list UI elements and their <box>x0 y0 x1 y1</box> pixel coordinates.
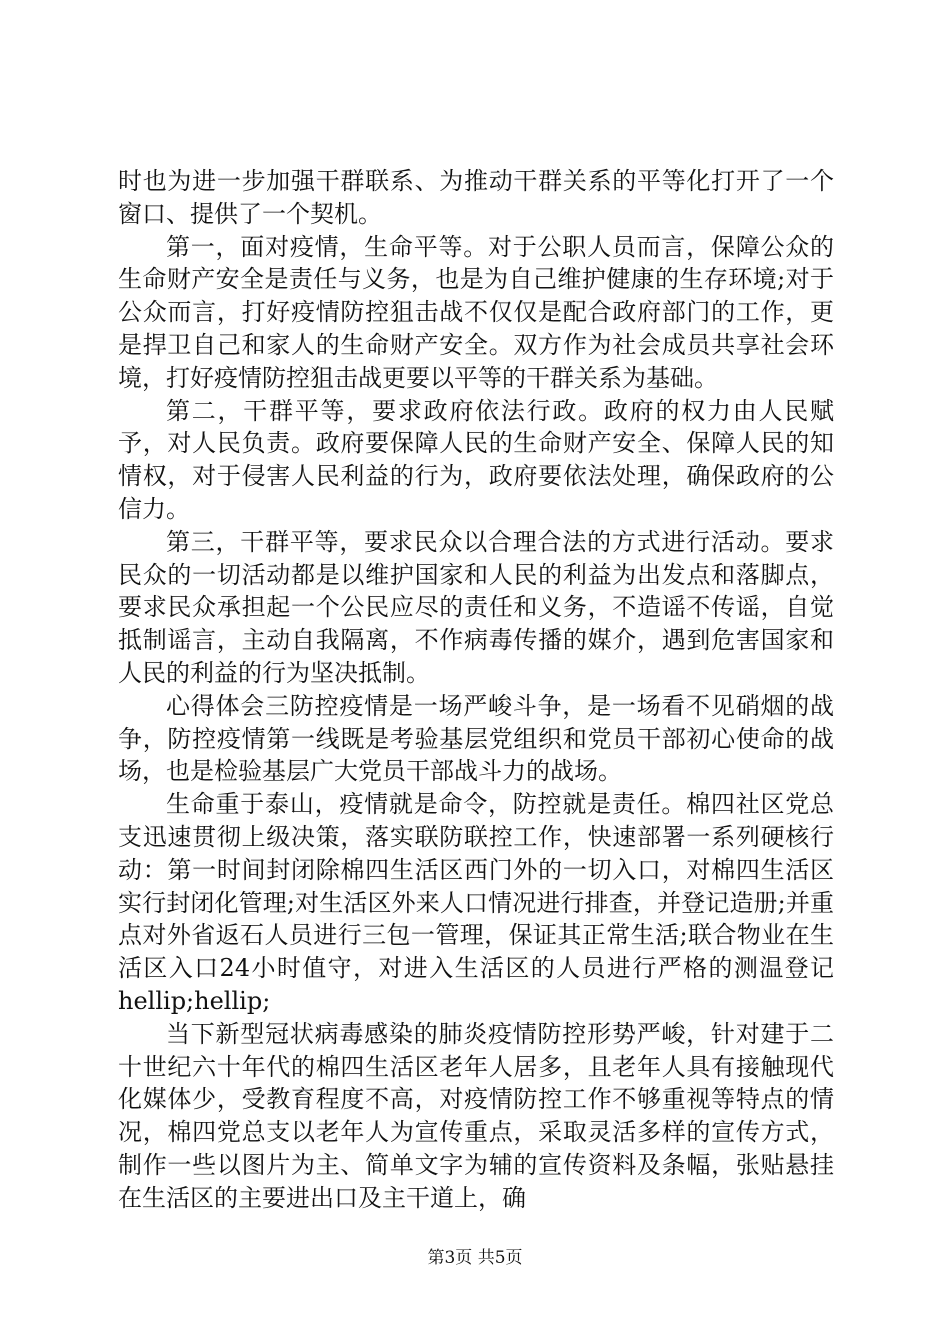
paragraph-5: 心得体会三防控疫情是一场严峻斗争，是一场看不见硝烟的战争，防控疫情第一线既是考验基层党组织和党员干部初心使命的战场，也是检验基层广大党员干部战斗力的战场。 <box>118 691 834 786</box>
document-body <box>118 165 834 1215</box>
paragraph-2: 第一，面对疫情，生命平等。对于公职人员而言，保障公众的生命财产安全是责任与义务，也是为自己维护健康的生存环境;对于公众而言，打好疫情防控狙击战不仅仅是配合政府部门的工作，更是捍卫自己和家人的生命财产安全。双方作为社会成员共享社会环境，打好疫情防控狙击战更要以平等的干群关系为基础。 <box>118 232 834 392</box>
paragraph-1: 时也为进一步加强干群联系、为推动干群关系的平等化打开了一个窗口、提供了一个契机。 <box>118 167 834 228</box>
paragraph-7: 当下新型冠状病毒感染的肺炎疫情防控形势严峻，针对建于二十世纪六十年代的棉四生活区老年人居多，且老年人具有接触现代化媒体少，受教育程度不高，对疫情防控工作不够重视等特点的情况，棉四党总支以老年人为宣传重点，采取灵活多样的宣传方式，制作一些以图片为主、简单文字为辅的宣传资料及条幅，张贴悬挂在生活区的主要进出口及主干道上，确 <box>118 1019 834 1212</box>
paragraph-6: 生命重于泰山，疫情就是命令，防控就是责任。棉四社区党总支迅速贯彻上级决策，落实联防联控工作，快速部署一系列硬核行动：第一时间封闭除棉四生活区西门外的一切入口，对棉四生活区实行封闭化管理;对生活区外来人口情况进行排查，并登记造册;并重点对外省返石人员进行三包一管理，保证其正常生活;联合物业在生活区入口24小时值守，对进入生活区的人员进行严格的测温登记hellip;hellip; <box>118 790 834 1015</box>
page-number-footer: 第3页 共5页 <box>427 1248 523 1268</box>
paragraph-4: 第三，干群平等，要求民众以合理合法的方式进行活动。要求民众的一切活动都是以维护国家和人民的利益为出发点和落脚点，要求民众承担起一个公民应尽的责任和义务，不造谣不传谣，自觉抵制谣言，主动自我隔离，不作病毒传播的媒介，遇到危害国家和人民的利益的行为坚决抵制。 <box>118 527 834 687</box>
paragraph-3: 第二，干群平等，要求政府依法行政。政府的权力由人民赋予，对人民负责。政府要保障人民的生命财产安全、保障人民的知情权，对于侵害人民利益的行为，政府要依法处理，确保政府的公信力。 <box>118 396 834 523</box>
